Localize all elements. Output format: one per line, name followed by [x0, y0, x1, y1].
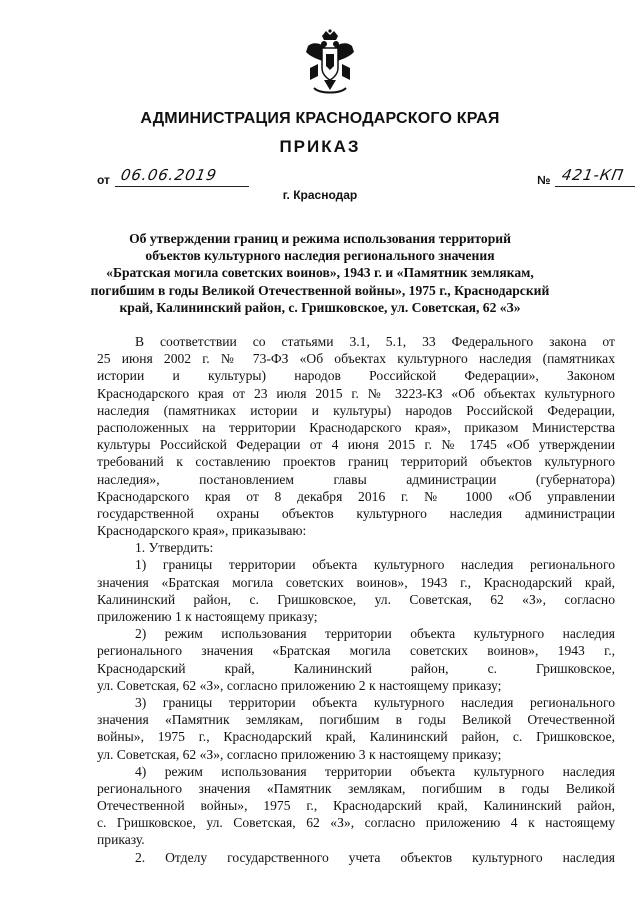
date-label: от	[97, 173, 110, 187]
body-line: войны», 1975 г., Краснодарский край, Калининский район, с. Гришковское,	[97, 729, 615, 745]
subject-line: погибшим в годы Великой Отечественной войны», 1975 г., Краснодарский	[90, 282, 550, 298]
subject-line: объектов культурного наследия регионального значения	[145, 248, 495, 264]
number-label: №	[537, 173, 551, 187]
body-line: 2. Отделу государственного учета объектов культурного наследия	[135, 849, 615, 865]
body-line: Краснодарский край, Калининский район, с. Гришковское,	[97, 660, 615, 676]
body-line: наследия», постановлением главы администрации (губернатора)	[97, 471, 615, 487]
body-line: ул. Советская, 62 «З», согласно приложению 3 к настоящему приказу;	[97, 746, 502, 762]
body-line: наследия (памятниках истории и культуры) народов Российской Федерации,	[97, 402, 615, 418]
organization-title: АДМИНИСТРАЦИЯ КРАСНОДАРСКОГО КРАЯ	[140, 110, 500, 127]
body-line: требований к составлению проектов границ территорий объектов культурного	[97, 454, 615, 470]
body-line: 1) границы территории объекта культурного наследия регионального	[135, 557, 615, 573]
number-handwritten-value: 421-КП	[560, 166, 626, 184]
body-line: Краснодарского края от 23 июля 2015 г. № 3223-КЗ «Об объектах культурного	[97, 385, 615, 401]
body-line: регионального значения «Братская могила советских воинов», 1943 г.,	[97, 643, 615, 659]
subject-line: «Братская могила советских воинов», 1943 г. и «Памятник землякам,	[106, 265, 534, 281]
body-line: значения «Братская могила советских воинов», 1943 г., Краснодарский край,	[97, 574, 615, 590]
document-type-title: ПРИКАЗ	[279, 137, 361, 156]
body-line: культуры Российской Федерации от 4 июня 2015 г. № 1745 «Об утверждении	[97, 437, 615, 453]
city-label: г. Краснодар	[282, 188, 358, 202]
body-line: приложению 1 к настоящему приказу;	[97, 609, 318, 624]
coat-of-arms-icon	[300, 28, 360, 98]
number-underline	[555, 186, 635, 187]
date-handwritten-value: 06.06.2019	[119, 166, 219, 184]
body-line: Краснодарского края», приказываю:	[97, 523, 307, 539]
body-line: значения «Памятник землякам, погибшим в годы Великой Отечественной	[97, 712, 615, 728]
date-underline	[115, 186, 249, 187]
body-line: 3) границы территории объекта культурного наследия регионального	[135, 694, 615, 710]
body-line: с. Гришковское, ул. Советская, 62 «З», согласно приложению 4 к настоящему	[97, 815, 615, 831]
body-line: 2) режим использования территории объекта культурного наследия	[135, 626, 615, 642]
body-line: регионального значения «Памятник землякам, погибшим в годы Великой	[97, 780, 615, 796]
body-line: 4) режим использования территории объекта культурного наследия	[135, 763, 615, 779]
body-line: государственной охраны объектов культурного наследия администрации	[97, 505, 615, 521]
body-line: расположенных на территории Краснодарского края», приказом Министерства	[97, 419, 615, 435]
body-line: истории и культуры) народов Российской Федерации», Законом	[97, 368, 615, 384]
body-line: Калининский район, с. Гришковское, ул. Советская, 62 «З», согласно	[97, 591, 615, 607]
body-line: Краснодарского края от 8 декабря 2016 г. № 1000 «Об управлении	[97, 488, 615, 504]
subject-line: Об утверждении границ и режима использования территорий	[129, 231, 511, 246]
body-line: В соответствии со статьями 3.1, 5.1, 33 Федерального закона от	[135, 334, 615, 349]
body-line: Отечественной войны», 1975 г., Краснодарский край, Калининский район,	[97, 798, 615, 814]
body-line: 25 июня 2002 г. № 73-ФЗ «Об объектах культурного наследия (памятниках	[97, 351, 615, 367]
body-line: 1. Утвердить:	[135, 540, 214, 556]
body-line: ул. Советская, 62 «З», согласно приложению 2 к настоящему приказу;	[97, 677, 502, 693]
order-body-text	[97, 333, 615, 866]
order-subject	[90, 230, 550, 316]
body-line: приказу.	[97, 832, 145, 848]
subject-line: край, Калининский район, с. Гришковское, ул. Советская, 62 «З»	[119, 299, 521, 315]
